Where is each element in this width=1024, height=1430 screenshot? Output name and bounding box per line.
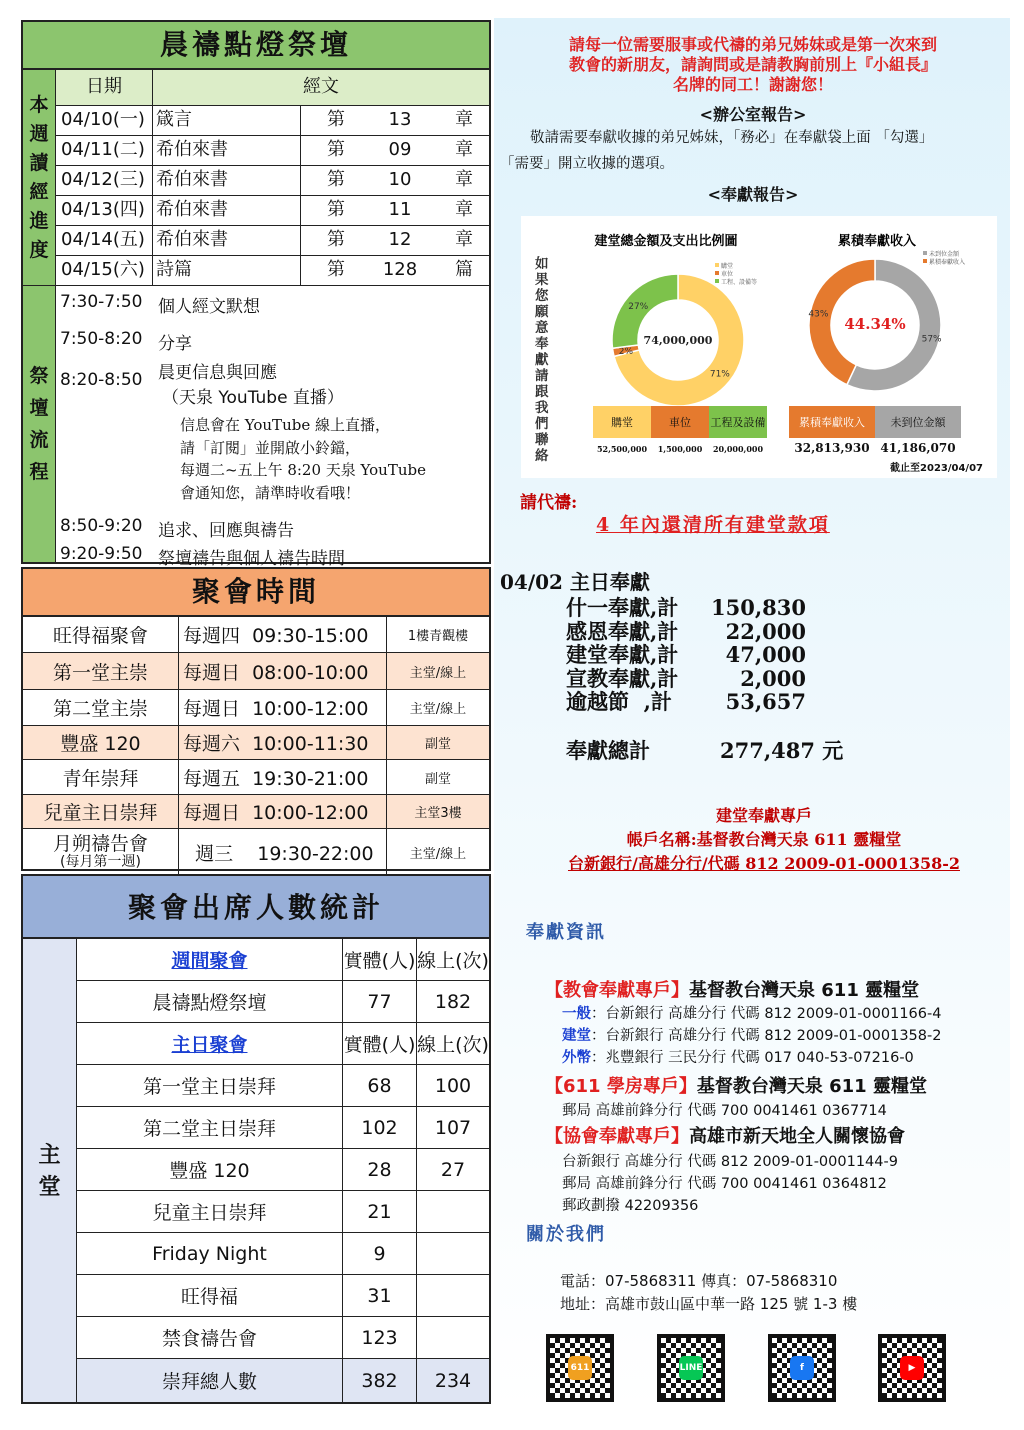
church-account-tag: 【教會奉獻專戶】 [545,980,689,1001]
meeting-name-text: 第一堂主崇 [52,661,148,684]
attendance-online: 107 [434,1116,472,1139]
flow-activity-text: 分享 [158,334,192,354]
church-account-line [562,1003,941,1025]
attendance-online [417,1191,489,1232]
pie-charts-svg [521,216,997,478]
attendance-onsite: 123 [343,1317,417,1358]
reading-date: 04/13(四) [56,196,153,225]
meeting-time: 每週日 10:00-12:00 [179,690,387,725]
reading-chapter [301,106,489,135]
meeting-name-text: 第二堂主崇 [52,698,148,720]
side-char: 度 [29,238,49,261]
chapter-suffix: 章 [455,199,473,220]
chapter-number: 11 [388,199,412,220]
table-value: 20,000,000 [712,444,764,454]
chart-center-label: 74,000,000 [643,334,713,347]
altar-flow-side-label [23,286,56,562]
chapter-prefix: 第 [327,109,345,130]
flow-activity [158,358,344,408]
reading-date: 04/14(五) [56,226,153,255]
flow-activity-text: 個人經文默想 [158,297,260,317]
meeting-place: 1樓青觀樓 [407,629,469,644]
notice-line: 名牌的同工！謝謝您！ [672,75,833,94]
notice-line: 請每一位需要服事或代禱的弟兄姊妹或是第一次來到 [568,35,937,54]
attendance-name-text: 第二堂主日崇拜 [142,1118,276,1140]
attendance-name [77,1107,343,1148]
meeting-times-section [21,567,491,871]
attendance-name [77,1275,343,1316]
attendance-section [21,874,491,1404]
attendance-onsite: 382 [343,1359,417,1402]
side-char: 週 [29,122,49,145]
reading-book: 希伯來書 [153,226,301,255]
meeting-row [23,690,489,726]
table-header: 工程及設備 [710,416,766,429]
chapter-prefix: 第 [327,199,345,220]
reading-date: 04/11(二) [56,136,153,165]
side-char: 進 [29,209,49,232]
attendance-row [77,1233,489,1275]
legend-swatch [715,271,719,275]
attendance-name [77,1065,343,1106]
meeting-time: 每週六 10:00-11:30 [179,726,387,759]
attendance-online [417,1275,489,1316]
meeting-place: 主堂/線上 [409,665,467,681]
reading-row [56,226,489,256]
meeting-name [23,690,179,725]
attendance-group-link[interactable] [77,939,343,980]
attendance-row [77,939,489,981]
meeting-name [23,760,179,794]
assoc-account-name: 高雄市新天地全人關懷協會 [689,1126,905,1147]
meeting-name [23,617,179,652]
reading-book: 詩篇 [153,256,301,286]
flow-activity [158,544,345,569]
flow-item [60,544,345,569]
qr-code[interactable] [768,1334,836,1402]
school-account-tag: 【611 學房專戶】 [545,1076,697,1097]
chapter-suffix: 章 [455,139,473,160]
chapter-suffix: 篇 [454,259,473,280]
meeting-row [23,795,489,829]
attendance-name-text: Friday Night [152,1242,267,1265]
attendance-online: 234 [434,1369,472,1392]
reading-chapter [301,166,489,195]
church-account-line [562,1047,941,1069]
meeting-name [23,795,179,828]
assoc-line: 台新銀行 高雄分行 代碼 812 2009-01-0001144-9 [562,1154,898,1170]
attendance-online: 182 [434,990,472,1013]
office-report-text-2: 「需要」開立收據的選項。 [500,156,674,172]
slice-label: 27% [628,301,649,312]
attendance-name [77,1359,343,1402]
assoc-account-lines [562,1151,898,1217]
table-value: 41,186,070 [880,441,956,455]
reading-chapter [301,226,489,255]
meeting-place: 主堂/線上 [409,702,467,717]
meeting-place: 副堂 [424,737,451,752]
reading-chapter [301,136,489,165]
offering-row [566,643,806,667]
assoc-line: 郵政劃撥 42209356 [562,1198,699,1214]
meeting-row [23,829,489,875]
notice-text [500,35,1006,95]
attendance-name [77,1317,343,1358]
attendance-online: 線上(次) [417,950,489,972]
building-account-number: 台新銀行/高雄分行/代碼 812 2009-01-0001358-2 [567,854,960,873]
attendance-onsite: 實體(人) [343,1023,417,1064]
reading-chapter [301,256,489,286]
chapter-prefix: 第 [327,139,345,160]
offering-name: 建堂奉獻,計 [566,642,679,667]
chapter-prefix: 第 [327,259,345,280]
church-account-lines [562,1003,941,1069]
chart-title: 累積奉獻收入 [837,234,917,249]
offering-row [566,690,806,714]
youtube-note-line: 每週二~五上午 8:20 天泉 YouTube [180,461,426,479]
chapter-prefix: 第 [327,229,345,250]
flow-time: 7:50-8:20 [60,329,143,349]
reading-row [56,106,489,136]
table-value: 32,813,930 [794,441,870,455]
chapter-suffix: 章 [455,229,473,250]
meeting-row [23,726,489,760]
legend-swatch [923,251,927,255]
meeting-name-text: 月朔禱告會 [52,832,148,855]
attendance-onsite: 31 [343,1275,417,1316]
school-account-name: 基督教台灣天泉 611 靈糧堂 [696,1076,927,1097]
flow-activity [158,292,260,317]
side-char: 程 [29,461,49,483]
side-char: 堂 [38,1173,61,1200]
flow-item [60,516,294,541]
school-account-line: 郵局 高雄前鋒分行 代碼 700 0041461 0367714 [562,1103,887,1119]
attendance-name-text: 第一堂主日崇拜 [142,1076,276,1098]
reading-plan-side-label [23,70,56,285]
youtube-note [180,414,426,504]
attendance-name [77,1149,343,1190]
qr-code[interactable] [546,1334,614,1402]
reading-row [56,256,489,286]
school-account-heading [545,1072,927,1098]
attendance-name [77,981,343,1022]
account-detail: ：台新銀行 高雄分行 代碼 812 2009-01-0001358-2 [591,1028,942,1044]
table-header: 車位 [669,416,691,429]
meeting-time: 每週日 10:00-12:00 [179,795,387,828]
altar-flow [23,286,489,569]
offering-amount: 53,657 [725,689,806,714]
youtube-note-line: 信息會在 YouTube 線上直播， [180,416,390,434]
chapter-number: 09 [388,139,412,160]
attendance-name [77,1191,343,1232]
attendance-row [77,1107,489,1149]
reading-plan [23,70,489,286]
legend-label: 累積奉獻收入 [929,259,966,266]
attendance-name-text: 旺得福 [180,1286,238,1308]
reading-date: 04/12(三) [56,166,153,195]
reading-header [56,70,489,106]
offering-name: 逾越節 ,計 [566,689,672,714]
chapter-number: 10 [388,169,412,190]
attendance-row [77,1065,489,1107]
meeting-name-text: 豐盛 120 [60,733,141,755]
attendance-onsite: 9 [343,1233,417,1274]
attendance-onsite: 102 [343,1107,417,1148]
flow-time: 9:20-9:50 [60,544,143,564]
offering-name: 感恩奉獻,計 [566,618,679,644]
chapter-suffix: 章 [455,169,473,190]
reading-book: 箴言 [153,106,301,135]
contact-phone: 電話：07-5868311 傳真：07-5868310 [560,1272,838,1290]
attendance-row [77,1191,489,1233]
notice-line: 教會的新朋友，請詢問或是請教胸前別上『小組長』 [568,55,937,74]
flow-activity [158,329,192,354]
attendance-name-text: 兒童主日崇拜 [152,1202,267,1224]
attendance-rows [77,939,489,1402]
reading-rows [56,106,489,286]
offering-amount: 22,000 [725,618,806,644]
flow-item [60,292,260,317]
slice-label: 43% [808,309,829,320]
table-value: 1,500,000 [657,444,703,454]
attendance-online [417,1233,489,1274]
offering-list [566,596,806,714]
legend-label: 車位 [721,271,734,278]
qr-code[interactable] [878,1334,946,1402]
attendance-name-text: 週間聚會 [171,950,248,972]
assoc-line: 郵局 高雄前鋒分行 代碼 700 0041461 0364812 [562,1176,887,1192]
attendance-side-label [23,939,77,1402]
reading-row [56,136,489,166]
chart-title: 建堂總金額及支出比例圖 [594,234,738,249]
legend-label: 未到位金額 [929,251,960,258]
chapter-number: 128 [382,259,418,280]
flow-activity-text: 追求、回應與禱告 [158,521,294,541]
offering-report-title: <奉獻報告> [707,185,799,204]
assoc-account-heading [545,1122,905,1148]
chart-center-label: 44.34% [844,315,906,333]
attendance-onsite: 77 [343,981,417,1022]
building-account-name: 帳戶名稱:基督教台灣天泉 611 靈糧堂 [626,830,902,849]
table-header: 累積奉獻收入 [799,416,865,429]
chart-date: 截止至2023/04/07 [890,463,983,474]
meeting-name-text: 青年崇拜 [62,767,139,790]
qr-code[interactable] [657,1334,725,1402]
attendance-name-text: 主日聚會 [171,1034,248,1056]
offering-total-label: 奉獻總計 [566,738,650,763]
line-icon: LINE [679,1356,703,1380]
church-logo-icon: 611 [568,1356,592,1380]
offering-row [566,620,806,644]
meeting-name-sub: (每月第一週) [60,853,141,870]
facebook-icon: f [790,1356,814,1380]
attendance-row [77,1275,489,1317]
meeting-rows [23,617,489,875]
building-account [500,804,1024,876]
offering-charts [521,216,997,478]
side-char: 經 [29,180,49,203]
chapter-suffix: 章 [455,109,473,130]
prayer-request-text: 4 年內還清所有建堂款項 [596,514,830,536]
attendance-name-text: 崇拜總人數 [161,1371,257,1393]
assoc-account-tag: 【協會奉獻專戶】 [545,1126,689,1147]
flow-time: 8:20-8:50 [60,370,143,390]
offering-row [566,596,806,620]
attendance-online: 27 [440,1158,466,1181]
account-type: 建堂 [562,1028,591,1044]
attendance-name [77,1233,343,1274]
about-us-title: 關於我們 [526,1224,606,1245]
slice-label: 2% [618,346,634,357]
offering-info-title: 奉獻資訊 [526,922,606,943]
office-report-text: 敬請需要奉獻收據的弟兄姊妹，「務必」在奉獻袋上面 「勾選」 [530,130,934,146]
flow-time: 7:30-7:50 [60,292,143,312]
meeting-name [23,653,179,689]
offering-total [566,735,843,765]
attendance-row [77,1317,489,1359]
meeting-time: 每週四 09:30-15:00 [179,617,387,652]
offering-amount: 2,000 [740,665,806,691]
attendance-name-text: 禁食禱告會 [161,1328,257,1350]
attendance-name-text: 晨禱點燈祭壇 [152,992,267,1014]
flow-item [60,329,192,354]
attendance-online [417,1317,489,1358]
account-detail: ：台新銀行 高雄分行 代碼 812 2009-01-0001166-4 [591,1006,942,1022]
youtube-note-line: 會通知您，請準時收看哦！ [180,483,361,502]
meeting-place: 主堂/線上 [409,846,467,862]
meeting-place: 副堂 [424,771,451,787]
reading-book: 希伯來書 [153,166,301,195]
reading-book: 希伯來書 [153,136,301,165]
attendance-name-text: 豐盛 120 [169,1160,250,1182]
altar-flow-list [56,286,489,569]
legend-swatch [715,263,719,267]
flow-activity [158,516,294,541]
account-type: 一般 [562,1006,591,1022]
meeting-name [23,726,179,759]
col-scripture-header: 經文 [303,76,339,97]
church-account-heading [545,976,919,1002]
offering-heading: 04/02 主日奉獻 [500,570,650,594]
attendance-row [77,1023,489,1065]
chapter-number: 13 [388,109,412,130]
chapter-prefix: 第 [327,169,345,190]
flow-time: 8:50-9:20 [60,516,143,536]
meeting-name-text: 旺得福聚會 [52,625,148,647]
attendance-onsite: 68 [343,1065,417,1106]
youtube-icon: ▶ [900,1356,924,1380]
meeting-row [23,653,489,690]
meeting-times-title: 聚會時間 [23,569,489,617]
meeting-time: 每週五 19:30-21:00 [179,760,387,794]
reading-chapter [301,196,489,225]
prayer-altar-section [21,20,491,569]
church-account-name: 基督教台灣天泉 611 靈糧堂 [689,980,920,1001]
meeting-place: 主堂3樓 [414,806,462,821]
meeting-row [23,617,489,653]
church-account-line [562,1025,941,1047]
meeting-time: 每週日 08:00-10:00 [179,653,387,689]
slice-label: 71% [709,369,730,380]
attendance-online: 100 [434,1074,472,1097]
offering-row [566,667,806,691]
reading-date: 04/15(六) [56,256,153,286]
attendance-row [77,1149,489,1191]
meeting-time: 週三 19:30-22:00 [179,829,387,875]
attendance-onsite: 21 [343,1191,417,1232]
offering-name: 什一奉獻,計 [566,595,679,620]
contact-address: 地址：高雄市鼓山區中華一路 125 號 1-3 樓 [560,1295,858,1313]
side-char: 主 [38,1141,61,1168]
chart-side-text: 如果您願意奉獻請跟我們聯絡 [535,256,549,464]
offering-name: 宣教奉獻,計 [566,665,679,691]
offering-amount: 47,000 [725,642,806,667]
reading-row [56,166,489,196]
side-char: 流 [29,429,49,451]
youtube-note-line: 請「訂閱」並開啟小鈴鐺， [180,438,361,457]
table-header: 購堂 [611,416,633,429]
prayer-request-label: 請代禱: [520,493,578,513]
side-char: 讀 [29,151,49,174]
attendance-group-link[interactable] [77,1023,343,1064]
office-report-title: <辦公室報告> [699,105,807,124]
legend-label: 工程、設備等 [721,279,758,286]
table-value: 52,500,000 [596,444,648,454]
flow-activity-text: 祭壇禱告與個人禱告時間 [158,549,345,569]
slice-label: 57% [921,334,942,345]
flow-activity-text: 晨更信息與回應 [158,363,277,383]
building-account-title: 建堂奉獻專戶 [715,806,812,825]
meeting-name [23,829,179,875]
meeting-row [23,760,489,795]
offering-amount: 150,830 [711,595,806,620]
table-header: 未到位金額 [890,416,946,429]
side-char: 祭 [29,365,49,387]
account-detail: ：兆豐銀行 三民分行 代碼 017 040-53-07216-0 [591,1050,914,1066]
attendance-onsite: 28 [343,1149,417,1190]
side-char: 本 [29,93,49,116]
reading-row [56,196,489,226]
reading-book: 希伯來書 [153,196,301,225]
legend-label: 購堂 [721,263,734,270]
attendance-row [77,1359,489,1402]
legend-swatch [923,259,927,263]
attendance-online: 線上(次) [417,1034,489,1056]
side-char: 壇 [29,397,49,419]
attendance-title: 聚會出席人數統計 [23,876,489,939]
meeting-name-text: 兒童主日崇拜 [43,802,158,824]
attendance-onsite: 實體(人) [343,939,417,980]
attendance-row [77,981,489,1023]
flow-activity-sub: （天泉 YouTube 直播） [162,388,344,408]
col-date-header: 日期 [56,70,153,105]
account-type: 外幣 [562,1050,591,1066]
legend-swatch [715,279,719,283]
offering-total-value: 277,487 元 [720,738,844,763]
chapter-number: 12 [388,229,412,250]
prayer-altar-title: 晨禱點燈祭壇 [23,22,489,70]
flow-item [60,358,344,408]
reading-date: 04/10(一) [56,106,153,135]
